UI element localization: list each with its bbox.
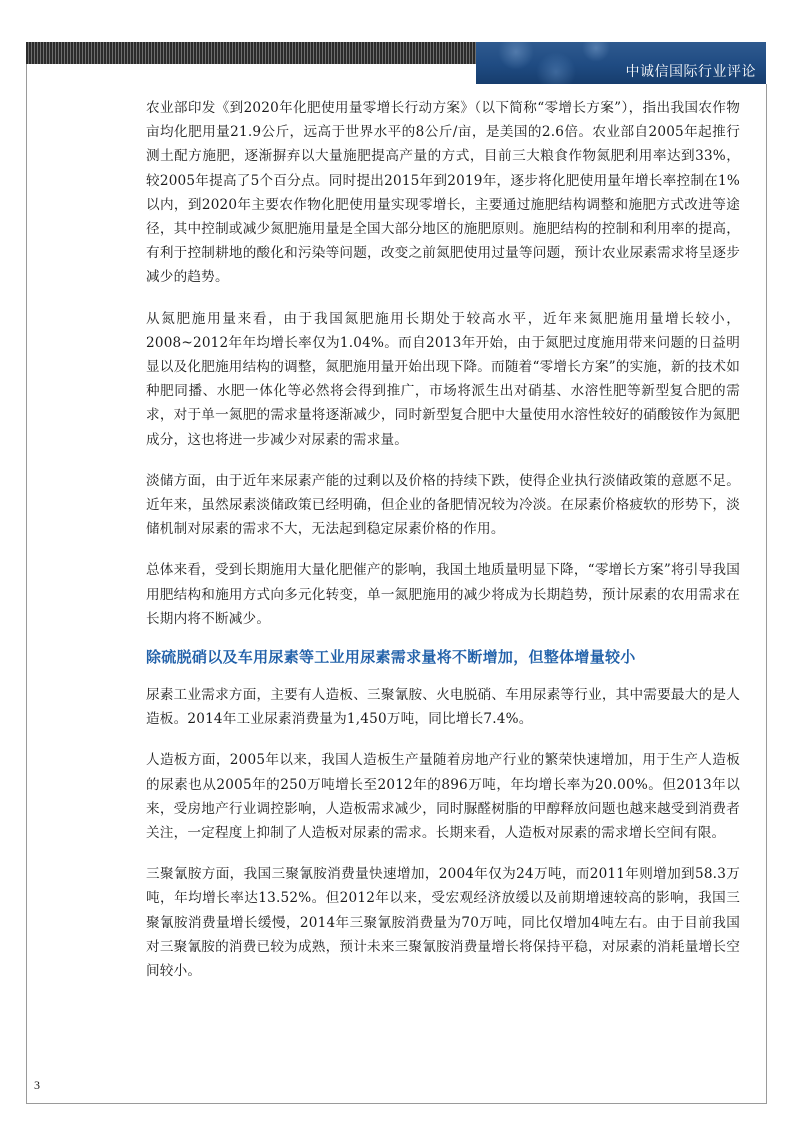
paragraph-7: 三聚氰胺方面，我国三聚氰胺消费量快速增加，2004年仅为24万吨，而2011年则增加到58.3万吨，年均增长率达13.52%。但2012年以来，受宏观经济放缓以及前期增速较高的影响，我国三聚氰胺消费量增长缓慢，2014年三聚氰胺消费量为70万吨，同比仅增加4吨左右。由于目前我国对三聚氰胺的消费已较为成熟，预计未来三聚氰胺消费量增长将保持平稳，对尿素的消耗量增长空间较小。 (146, 866, 740, 980)
paragraph-4: 总体来看，受到长期施用大量化肥催产的影响，我国土地质量明显下降，“零增长方案”将引导我国用肥结构和施用方式向多元化转变，单一氮肥施用的减少将成为长期趋势，预计尿素的农用需求在长期内将不断减少。 (146, 562, 740, 627)
document-body (146, 96, 740, 983)
paragraph-5: 尿素工业需求方面，主要有人造板、三聚氰胺、火电脱硝、车用尿素等行业，其中需要最大的是人造板。2014年工业尿素消费量为1,450万吨，同比增长7.4%。 (146, 687, 740, 728)
paragraph-1: 农业部印发《到2020年化肥使用量零增长行动方案》（以下简称“零增长方案”），指出我国农作物亩均化肥用量21.9公斤，远高于世界水平的8公斤/亩，是美国的2.6倍。农业部自2005年起推行测土配方施肥，逐渐摒弃以大量施肥提高产量的方式，目前三大粮食作物氮肥利用率达到33%，较2005年提高了5个百分点。同时提出2015年到2019年，逐步将化肥使用量年增长率控制在1%以内，到2020年主要农作物化肥使用量实现零增长，主要通过施肥结构调整和施肥方式改进等途径，其中控制或减少氮肥施用量是全国大部分地区的施肥原则。施肥结构的控制和利用率的提高，有利于控制耕地的酸化和污染等问题，改变之前氮肥使用过量等问题，预计农业尿素需求将呈逐步减少的趋势。 (146, 100, 740, 286)
section-heading: 除硫脱硝以及车用尿素等工业用尿素需求量将不断增加，但整体增量较小 (146, 648, 636, 667)
frame-left-rule (26, 64, 27, 1104)
brand-banner (476, 42, 766, 84)
paragraph-6: 人造板方面，2005年以来，我国人造板生产量随着房地产行业的繁荣快速增加，用于生产人造板的尿素也从2005年的250万吨增长至2012年的896万吨，年均增长率为20.00%。但2013年以来，受房地产行业调控影响，人造板需求减少，同时脲醛树脂的甲醇释放问题也越来越受到消费者关注，一定程度上抑制了人造板对尿素的需求。长期来看，人造板对尿素的需求增长空间有限。 (146, 752, 740, 842)
frame-right-rule (766, 84, 767, 1104)
page-number: 3 (34, 1078, 40, 1092)
paragraph-2: 从氮肥施用量来看，由于我国氮肥施用长期处于较高水平，近年来氮肥施用量增长较小，2008~2012年年均增长率仅为1.04%。而自2013年开始，由于氮肥过度施用带来问题的日益明显以及化肥施用结构的调整，氮肥施用量开始出现下降。而随着“零增长方案”的实施，新的技术如种肥同播、水肥一体化等必然将会得到推广，市场将派生出对硝基、水溶性肥等新型复合肥的需求，对于单一氮肥的需求量将逐渐减少，同时新型复合肥中大量使用水溶性较好的硝酸铵作为氮肥成分，这也将进一步减少对尿素的需求量。 (146, 310, 740, 448)
paragraph-3: 淡储方面，由于近年来尿素产能的过剩以及价格的持续下跌，使得企业执行淡储政策的意愿不足。近年来，虽然尿素淡储政策已经明确，但企业的备肥情况较为冷淡。在尿素价格疲软的形势下，淡储机制对尿素的需求不大，无法起到稳定尿素价格的作用。 (146, 472, 740, 538)
brand-title: 中诚信国际行业评论 (625, 64, 756, 80)
frame-bottom-rule (26, 1103, 767, 1104)
